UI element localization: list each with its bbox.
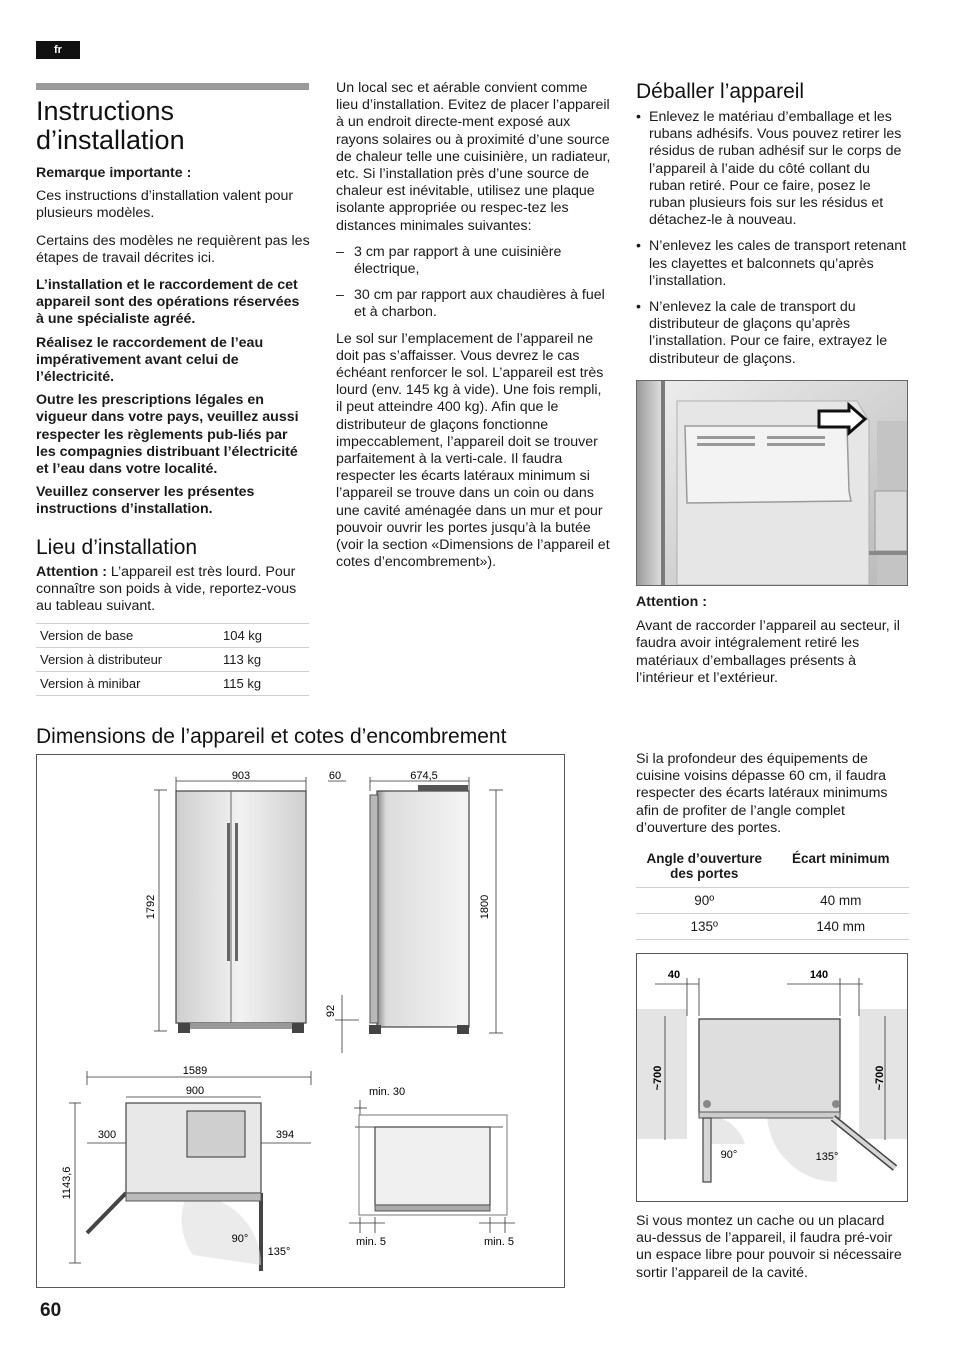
unpack-list xyxy=(636,109,908,368)
corner-clearance-drawing xyxy=(637,954,907,1201)
note-heading: Remarque importante : xyxy=(36,165,192,181)
distance-list xyxy=(336,244,611,322)
angle-cell: 135º xyxy=(636,914,773,940)
list-item: • Enlevez le matériau d’emballage et les rubans adhésifs. Vous pouvez retirer les résidus de ruban adhésif sur le corps de l’appareil à l’aide du côté collant du ruban retiré. Pour ce faire, posez le ruban plusieurs fois sur les résidus et détachez-le à nouveau. xyxy=(636,109,908,229)
attention-paragraph: Avant de raccorder l’appareil au secteur, il faudra avoir intégralement retiré les matériaux d’emballages présents à l’intérieur et l’extérieur. xyxy=(636,618,900,686)
dim-1800: 1800 xyxy=(479,894,491,920)
dim-1143-6: 1143,6 xyxy=(61,1166,73,1200)
list-item: • N’enlevez les cales de transport retenant les clayettes et balconnets qu’après l’installation. xyxy=(636,238,908,290)
angle-cell: 90º xyxy=(636,888,773,914)
weight-cell: 115 kg xyxy=(219,672,309,696)
column-middle xyxy=(336,80,611,571)
dimensions-drawing xyxy=(37,755,564,1287)
corner-angle-90: 90° xyxy=(720,1149,738,1161)
header-gap: Écart minimum xyxy=(773,845,910,888)
page-title: Instructions d’installation xyxy=(36,96,185,155)
dim-60: 60 xyxy=(328,770,342,782)
table-row xyxy=(36,672,309,696)
note-paragraph-1: Ces instructions d’installation valent pour plusieurs modèles. xyxy=(36,188,294,222)
attention-heading: Attention : xyxy=(636,594,707,610)
ice-dispenser-photo xyxy=(636,380,908,586)
warning-2: Réalisez le raccordement de l’eau impérativement avant celui de l’électricité. xyxy=(36,334,264,386)
location-paragraph-1: Un local sec et aérable convient comme lieu d’installation. Evitez de placer l’appareil à un endroit directe-ment exposé aux rayons solaires ou à proximité d’une source de chaleur telle une cuisinière, un radiateur, etc. Si l’installation près d’une source de chaleur est inévitable, utilisez une plaque isolante appropriée ou respec-tez les distances minimales suivantes: xyxy=(336,80,611,234)
version-cell: Version de base xyxy=(36,624,219,648)
header-angle: Angle d’ouverture des portes xyxy=(636,845,773,888)
unpack-heading: Déballer l’appareil xyxy=(636,80,805,103)
list-item: – 30 cm par rapport aux chaudières à fuel et à charbon. xyxy=(336,287,611,321)
dim-300: 300 xyxy=(97,1129,117,1141)
version-cell: Version à distributeur xyxy=(36,648,219,672)
dim-1792: 1792 xyxy=(145,894,157,920)
cabinet-paragraph: Si vous montez un cache ou un placard au-dessus de l’appareil, il faudra pré-voir un espace libre pour pouvoir si nécessaire sortir l’appareil de la cavité. xyxy=(636,1213,902,1281)
warning-1: L’installation et le raccordement de cet appareil sont des opérations réservées à une spécialiste agréé. xyxy=(36,277,300,328)
angle-135: 135° xyxy=(267,1246,291,1258)
column-left xyxy=(36,97,311,696)
page-number: 60 xyxy=(40,1300,62,1321)
table-row xyxy=(36,624,309,648)
warning-4: Veuillez conserver les présentes instructions d’installation. xyxy=(36,484,255,518)
dim-92: 92 xyxy=(325,1004,337,1018)
list-item: • N’enlevez la cale de transport du distributeur de glaçons qu’après l’installation. Pour ce faire, extrayez le distributeur de glaçons. xyxy=(636,299,908,368)
weight-attention xyxy=(36,564,311,616)
attention-label: Attention : xyxy=(36,563,107,580)
gap-40-label: 40 xyxy=(667,969,681,981)
dim-900: 900 xyxy=(185,1085,205,1097)
gap-cell: 40 mm xyxy=(773,888,910,914)
location-heading: Lieu d’installation xyxy=(36,535,198,559)
location-paragraph-2: Le sol sur l’emplacement de l’appareil ne doit pas s’affaisser. Vous devrez le cas échéant renforcer le sol. L’appareil est très lourd (env. 145 kg à vide). Une fois rempli, il peut atteindre 400 kg). Afin que le distributeur de glaçons fonctionne impeccablement, l’appareil doit se trouver parfaitement à la verti-cale. Il faudra respecter les écarts latéraux minimum si l’appareil se trouve dans un coin ou dans une cavité aménagée dans un mur et pour pouvoir ouvrir les portes jusqu’à la butée (voir la section «Dimensions de l’appareil et cotes d’encombrement»). xyxy=(336,330,610,571)
depth-note xyxy=(636,751,908,837)
weight-table xyxy=(36,623,309,696)
language-tag: fr xyxy=(36,41,80,59)
dim-1589: 1589 xyxy=(182,1065,208,1077)
attention-text: L’appareil est très lourd. Pour connaître son poids à vide, reportez-vous au tableau suivant. xyxy=(36,563,297,615)
door-gap-table xyxy=(636,845,909,940)
dimensions-heading: Dimensions de l’appareil et cotes d’encombrement xyxy=(36,725,507,748)
corner-angle-135: 135° xyxy=(815,1151,839,1163)
dim-394: 394 xyxy=(275,1129,295,1141)
warning-3: Outre les prescriptions légales en vigueur dans votre pays, veuillez aussi respecter les règlements pub-liés par les compagnies distribuant l’électricité et l’eau dans votre localité. xyxy=(36,392,299,478)
dim-min-5-left: min. 5 xyxy=(356,1236,386,1248)
cabinet-note xyxy=(636,1213,908,1282)
dispenser-illustration xyxy=(637,381,907,585)
table-row xyxy=(636,888,909,914)
column-right xyxy=(636,80,908,368)
section-bar xyxy=(36,83,309,90)
dimensions-figure xyxy=(36,754,565,1288)
depth-700-left: ~700 xyxy=(652,1065,664,1091)
table-row xyxy=(36,648,309,672)
note-paragraph-2: Certains des modèles ne requièrent pas les étapes de travail décrites ici. xyxy=(36,232,310,266)
attention-block xyxy=(636,594,908,687)
dim-903: 903 xyxy=(231,770,251,782)
weight-cell: 113 kg xyxy=(219,648,309,672)
list-item: – 3 cm par rapport à une cuisinière électrique, xyxy=(336,244,611,278)
version-cell: Version à minibar xyxy=(36,672,219,696)
dim-min-30: min. 30 xyxy=(369,1086,406,1098)
gap-cell: 140 mm xyxy=(773,914,910,940)
depth-700-right: ~700 xyxy=(874,1065,886,1091)
gap-140-label: 140 xyxy=(809,969,829,981)
weight-cell: 104 kg xyxy=(219,624,309,648)
corner-clearance-figure xyxy=(636,953,908,1202)
angle-90: 90° xyxy=(231,1233,249,1245)
dim-min-5-right: min. 5 xyxy=(484,1236,514,1248)
depth-paragraph: Si la profondeur des équipements de cuisine voisins dépasse 60 cm, il faudra respecter des écarts latéraux minimums afin de profiter de l’angle complet d’ouverture des portes. xyxy=(636,751,888,836)
table-row xyxy=(636,914,909,940)
table-header-row xyxy=(636,845,909,888)
dim-674-5: 674,5 xyxy=(410,770,438,782)
